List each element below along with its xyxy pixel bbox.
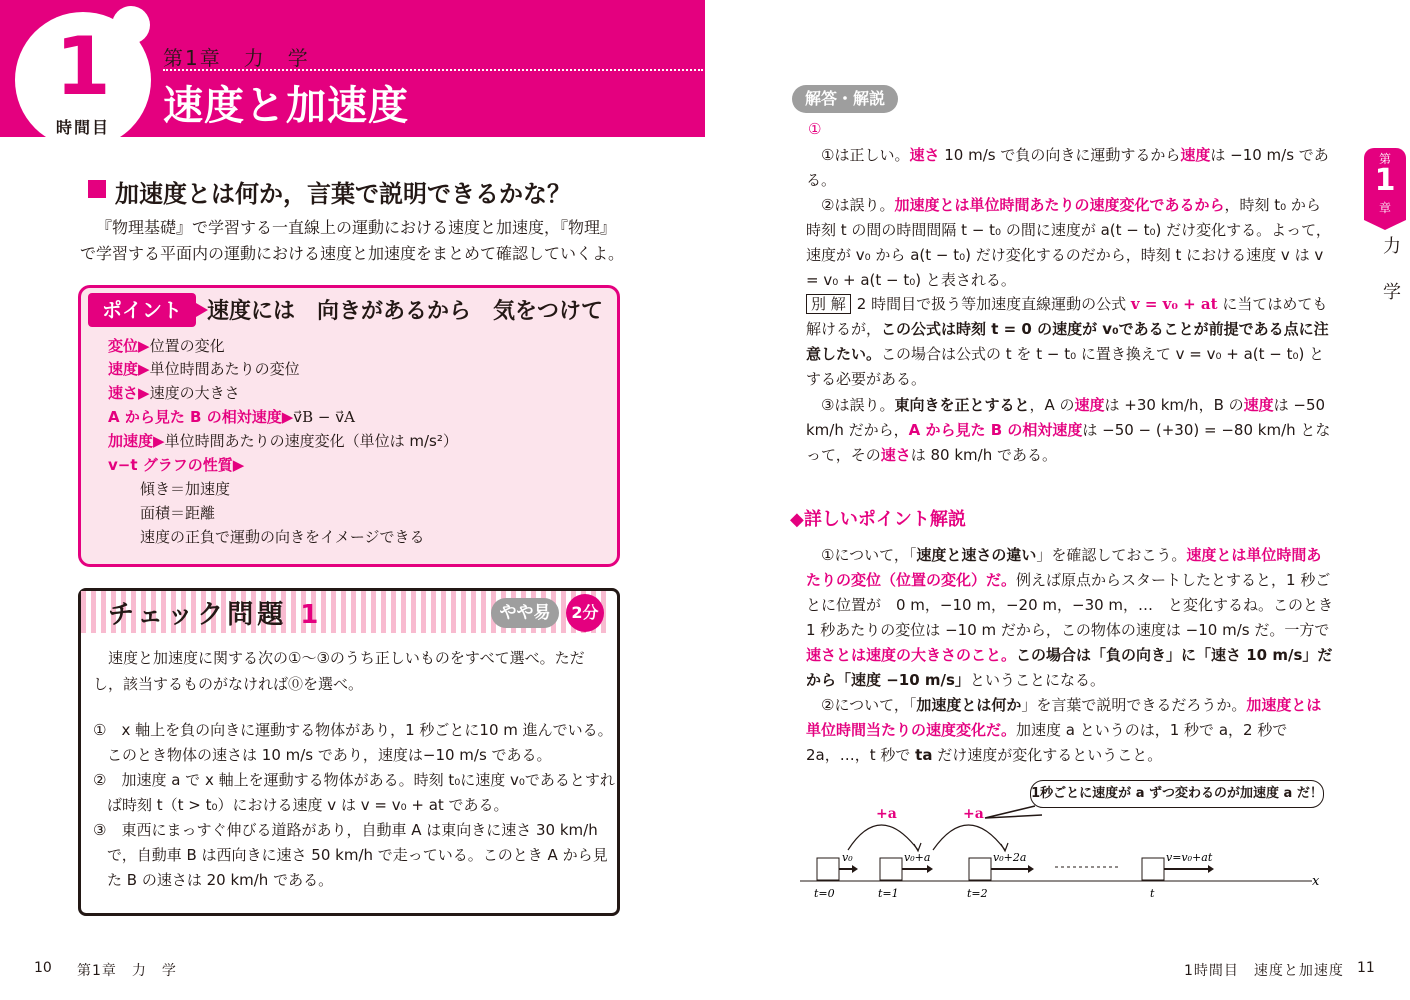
arrow-label: +a <box>963 806 984 822</box>
velocity-label: v₀+a <box>904 851 931 864</box>
side-subject: 力学 <box>1380 236 1401 328</box>
point-label: ポイント <box>88 293 196 327</box>
side-tab-pointer <box>1364 220 1406 230</box>
question-item: ① x 軸上を負の向きに運動する物体があり，1 秒ごとに10 m 進んでいる。このとき物体の速さは 10 m/s であり，速度は−10 m/s である。 <box>93 721 613 764</box>
point-item: 速度▶単位時間あたりの変位 <box>108 360 300 378</box>
answer-alternative: 別 解 2 時間目で扱う等加速度直線運動の公式 v = v₀ + at に当てはめても解けるが，この公式は時刻 t = 0 の速度が v₀であることが前提である点に注意したい。この場合は公式の t を t − t₀ に置き換えて v = v₀ + a(t − t₀) とする必要がある。 <box>806 295 1329 388</box>
axis-label: x <box>1312 874 1320 889</box>
velocity-arrowhead <box>1028 865 1034 873</box>
velocity-label: v=v₀+at <box>1166 851 1213 864</box>
check-title: チェック問題 1 <box>108 600 323 630</box>
page-number-right: 11 <box>1357 960 1375 976</box>
object-box <box>969 858 991 880</box>
detail-heading: ◆詳しいポイント解説 <box>790 509 966 530</box>
point-item: v−t グラフの性質▶ <box>108 456 245 474</box>
section-square-icon <box>88 180 106 198</box>
curve-arrow-2 <box>933 825 1005 850</box>
side-tab-top: 第 <box>1378 152 1391 166</box>
question-item: ② 加速度 a で x 軸上を運動する物体がある。時刻 t₀に速度 v₀であるとすれば時刻 t（t > t₀）における速度 v は v = v₀ + at である。 <box>93 771 615 814</box>
answer-paragraph-2: ②は誤り。加速度とは単位時間あたりの速度変化であるから，時刻 t₀ から時刻 t の間の時間間隔 t − t₀ の間に速度が a(t − t₀) だけ変化する。よって，速度が v₀ から a(t − t₀) だけ変化するのだから，時刻 t における速度 v は v = v₀ + a(t − t₀) と表される。 <box>806 196 1331 289</box>
point-sub-item: 面積＝距離 <box>140 504 216 522</box>
answer-paragraph-1: ①は正しい。速さ 10 m/s で負の向きに運動するから速度は −10 m/s である。 <box>806 146 1329 189</box>
velocity-label: v₀+2a <box>993 851 1027 864</box>
time-label: t=1 <box>878 887 899 900</box>
answer-choice: ① <box>808 120 822 138</box>
velocity-label: v₀ <box>842 851 853 864</box>
lesson-number: 1 <box>55 20 111 113</box>
chapter-label: 第1章 力 学 <box>163 46 310 70</box>
curve-arrowhead-2 <box>1001 843 1008 851</box>
object-box <box>1142 858 1164 880</box>
callout-bubble: 1秒ごとに速度が a ずつ変わるのが加速度 a だ！ <box>1030 780 1324 808</box>
alt-solution-label: 別 解 <box>806 294 851 314</box>
difficulty-badge: やや易 <box>491 598 559 628</box>
time-label: t=0 <box>814 887 835 900</box>
point-sub-item: 傾き＝加速度 <box>140 480 231 498</box>
section-heading: 加速度とは何か，言葉で説明できるかな？ <box>115 180 571 208</box>
point-item: 変位▶位置の変化 <box>108 337 225 355</box>
point-item: 加速度▶単位時間あたりの速度変化（単位は m/s²） <box>108 432 458 450</box>
side-tab-bottom: 章 <box>1378 201 1391 215</box>
point-sub-item: 速度の正負で運動の向きをイメージできる <box>140 528 425 546</box>
question-text: 速度と加速度に関する次の①～③のうち正しいものをすべて選べ。ただし，該当するものがなければ⓪を選べ。 <box>93 649 585 693</box>
point-item: 速さ▶速度の大きさ <box>108 384 240 402</box>
point-item: A から見た B の相対速度▶v⃗B − v⃗A <box>108 408 355 426</box>
acceleration-diagram <box>790 795 1330 910</box>
footer-right-title: 1時間目 速度と加速度 <box>1184 963 1344 979</box>
velocity-arrowhead <box>1208 865 1214 873</box>
callout-tail <box>985 806 1042 818</box>
object-box <box>817 858 839 880</box>
footer-left-title: 第1章 力 学 <box>77 963 177 979</box>
question-item: ③ 東西にまっすぐ伸びる道路があり，自動車 A は東向きに速さ 30 km/h で，自動車 B は西向きに速さ 50 km/h で走っている。このとき A から見た B の速さは 20 km/h である。 <box>93 821 608 889</box>
curve-arrowhead-1 <box>914 843 921 851</box>
answer-tag: 解答・解説 <box>792 85 898 113</box>
point-title: 速度には 向きがあるから 気をつけて <box>207 299 604 324</box>
velocity-arrowhead <box>852 865 858 873</box>
object-box <box>880 858 902 880</box>
page-title: 速度と加速度 <box>163 83 409 129</box>
side-tab-number: 1 <box>1374 163 1396 198</box>
time-label: t <box>1150 887 1155 900</box>
lesson-label: 時間目 <box>55 118 110 137</box>
velocity-arrowhead <box>927 865 933 873</box>
detail-paragraph-2: ②について，「加速度とは何か」を言葉で説明できるだろうか。加速度とは単位時間当たりの速度変化だ。加速度 a というのは，1 秒で a，2 秒で 2a，…，t 秒で ta だけ速度が変化するということ。 <box>806 696 1322 764</box>
time-badge: 2分 <box>566 594 604 632</box>
curve-arrow-1 <box>848 825 918 850</box>
answer-paragraph-3: ③は誤り。東向きを正とすると，A の速度は +30 km/h，B の速度は −50 km/h だから，A から見た B の相対速度は −50 − (+30) = −80 km/h となって，その速さは 80 km/h である。 <box>806 396 1331 464</box>
page-number-left: 10 <box>34 960 52 976</box>
intro-paragraph: 『物理基礎』で学習する一直線上の運動における速度と加速度，『物理』で学習する平面内の運動における速度と加速度をまとめて確認していくよ。 <box>80 218 625 263</box>
arrow-label: +a <box>876 806 897 822</box>
header-divider <box>163 69 703 71</box>
time-label: t=2 <box>967 887 988 900</box>
detail-paragraph-1: ①について，「速度と速さの違い」を確認しておこう。速度とは単位時間あたりの変位（位置の変化）だ。例えば原点からスタートしたとすると，1 秒ごとに位置が 0 m，−10 m，−20 m，−30 m，… と変化するね。このとき 1 秒あたりの変位は −10 m だから，この物体の速度は −10 m/s だ。一方で速さとは速度の大きさのこと。この場合は「負の向き」に「速さ 10 m/s」だから「速度 −10 m/s」ということになる。 <box>806 546 1334 689</box>
